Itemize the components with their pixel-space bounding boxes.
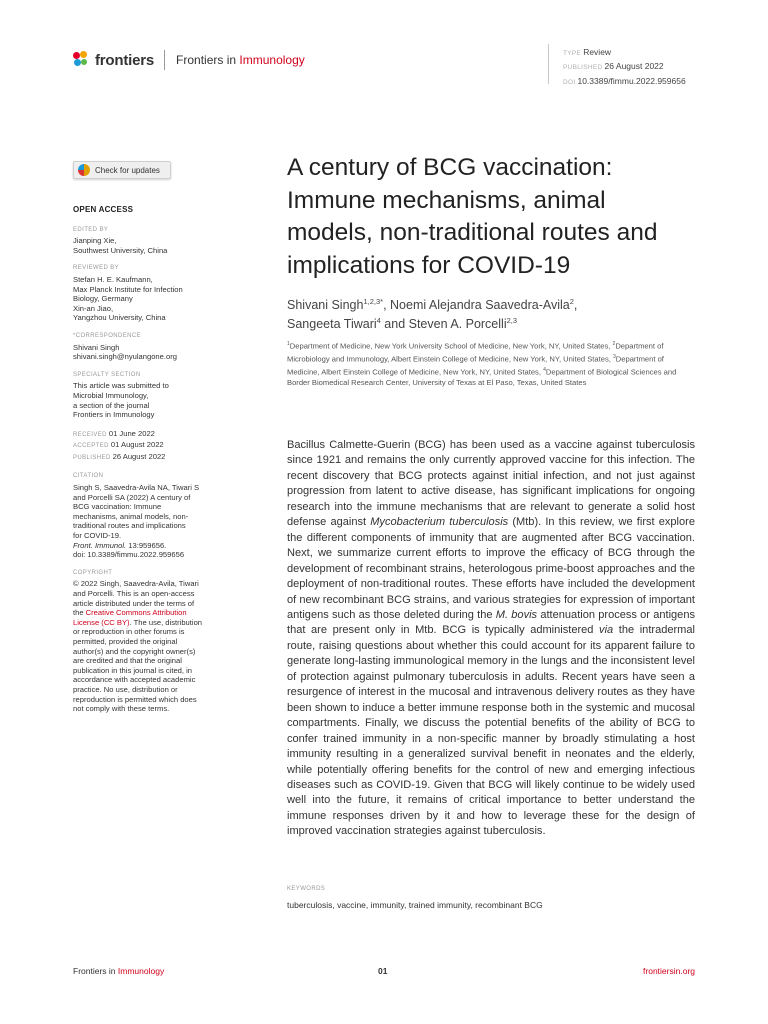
logo-divider [164, 50, 165, 70]
affiliation-text: Department of Microbiology and Immunology, Albert Einstein College of Medicine, New York, NY, United States, [287, 341, 664, 364]
crossmark-icon [78, 164, 90, 176]
affiliation-mark: 1 [287, 341, 290, 347]
affiliation-mark: 4 [543, 367, 546, 374]
publisher-logo[interactable] [73, 50, 305, 70]
site-link[interactable]: frontiersin.org [643, 966, 695, 976]
citation-doi[interactable]: doi: 10.3389/fimmu.2022.959656 [73, 550, 185, 560]
author-name[interactable]: Sangeeta Tiwari [287, 317, 377, 331]
abstract-text: Bacillus Calmette-Guerin (BCG) has been used as a vaccine against tuberculosis since 1921 and remains the only currently approved vaccine for this infection. The recent discovery that BCG protects against initial infection, and not just against progression from latent to active disease, has significant implications for ongoing research into the immune mechanisms that are relevant to generate a solid host defense against [287, 439, 695, 529]
article-type: TYPE Review [563, 47, 612, 57]
author-name[interactable]: Steven A. Porcelli [408, 317, 507, 331]
specialty-section: SPECIALTY SECTION This article was submitted to Microbial Immunology, a section of the journal Frontiers in Immunology [73, 371, 169, 420]
publish-date: PUBLISHED 26 August 2022 [563, 61, 664, 72]
abstract-italic: Mycobacterium tuberculosis [370, 516, 509, 529]
cc-license-link-2[interactable]: License (CC BY) [73, 617, 130, 627]
abstract [287, 438, 695, 840]
citation: CITATION Singh S, Saavedra-Avila NA, Tiwari S and Porcelli SA (2022) A century of BCG vaccination: Immune mechanisms, animal models, non- traditional routes and implications for COVID-19. Front. Immunol. 13:959656. doi: 10.3389/fimmu.2022.959656 [73, 472, 233, 559]
author-name[interactable]: Noemi Alejandra Saavedra-Avila [390, 298, 570, 312]
affiliations [287, 339, 695, 389]
affiliation-text: Department of Biological Sciences and Border Biomedical Research Center, University of Texas at El Paso, Texas, United States [287, 367, 677, 388]
logo-text: frontiers [95, 51, 155, 69]
article-meta [563, 46, 686, 89]
edited-by: EDITED BY Jianping Xie, Southwest University, China [73, 226, 168, 255]
sidebar [73, 205, 233, 723]
author-affiliation-mark: 4 [376, 315, 381, 325]
article-doi[interactable]: DOI 10.3389/fimmu.2022.959656 [563, 75, 686, 86]
author-list: Shivani Singh$^{1,2,3*}$, Noemi Alejandra Saavedra-Avila$^2$, Sangeeta Tiwari$^4$ and Steven A. Porcelli$^{2,3}$ [287, 296, 578, 331]
meta-divider [548, 44, 549, 84]
cc-license-link[interactable]: Creative Commons Attribution [85, 608, 187, 618]
copyright: COPYRIGHT © 2022 Singh, Saavedra-Avila, Tiwari and Porcelli. This is an open-access article distributed under the terms of the Creative Commons Attribution License (CC BY). The use, distribution or reproduction in other forums is permitted, provided the original author(s) and the copyright owner(s) are credited and that the original publication in this journal is cited, in accordance with accepted academic practice. No use, distribution or reproduction is permitted which does not comply with these terms. [73, 569, 203, 714]
affiliation-text: Department of Medicine, Albert Einstein College of Medicine, New York, NY, United States, [287, 354, 664, 377]
frontiers-logo-icon [73, 51, 89, 69]
abstract-text: (Mtb). In this review, we first explore the different components of immunity that are augmented after BCG vaccination. Next, we summarize current efforts to improve the efficacy of BCG through the development of recombinant strains, heterologous prime-boost approaches and the deployment of non-traditional routes. These efforts have included the development of new recombinant BCG strains, and various strategies for expression of important antigens such as those deleted during the [287, 516, 695, 621]
check-updates-button[interactable] [73, 161, 171, 179]
open-access-label: OPEN ACCESS [73, 205, 134, 214]
abstract-italic: M. bovis [495, 608, 538, 621]
affiliation-text: Department of Medicine, New York University School of Medicine, New York, NY, United States, [289, 341, 613, 351]
abstract-text: the intradermal route, raising questions about whether this could account for its apparent failure to generate long-lasting immunological memory in the lungs and the inconsistent level of protection against pulmonary tuberculosis in adults. Recent years have seen a resurgence of interest in the mucosal and intravenous delivery routes as they have been shown to induce a better immune response both in the systemic and mucosal compartments. Finally, we discuss the potential benefits of the ability of BCG to confer trained immunity in a non-specific manner by broadly stimulating a host immunity resulting in a generalized survival benefit in neonates and the elderly, while potentially offering benefits for the control of new and emerging infectious diseases such as COVID-19. Given that BCG will likely continue to be widely used well into the future, it remains of critical importance to better understand the immune responses driven by it and how to leverage these for the design of improved vaccination strategies against tuberculosis. [287, 624, 695, 838]
article-title: A century of BCG vaccination: Immune mechanisms, animal models, non-traditional routes and implications for COVID-19 [287, 154, 658, 279]
correspondence-email[interactable]: shivani.singh@nyulangone.org [73, 352, 177, 362]
author-affiliation-mark: 2,3 [506, 315, 518, 325]
footer-journal: Frontiers in Immunology [73, 966, 165, 976]
author-affiliation-mark: 1,2,3* [363, 296, 384, 306]
affiliation-mark: 2 [612, 341, 616, 347]
dates: RECEIVED 01 June 2022 ACCEPTED 01 August 2022 PUBLISHED 26 August 2022 [73, 428, 166, 461]
abstract-italic: via [599, 624, 614, 637]
author-affiliation-mark: 2 [569, 296, 574, 306]
reviewed-by: REVIEWED BY Stefan H. E. Kaufmann, Max Planck Institute for Infection Biology, Germany Xin-an Jiao, Yangzhou University, China [73, 265, 183, 323]
keywords-label: KEYWORDS [287, 886, 326, 892]
abstract-text: attenuation process or antigens that are present only in Mtb. BCG is typically administered [287, 608, 695, 637]
check-updates-label: Check for updates [95, 165, 160, 175]
keywords: tuberculosis, vaccine, immunity, trained immunity, recombinant BCG [287, 900, 543, 910]
author-name[interactable]: Shivani Singh [287, 298, 364, 312]
correspondence: *CORRESPONDENCE Shivani Singh shivani.singh@nyulangone.org [73, 332, 233, 362]
journal-name: Frontiers in Immunology [176, 53, 305, 67]
page-number: 01 [378, 966, 388, 976]
affiliation-mark: 3 [613, 354, 616, 361]
